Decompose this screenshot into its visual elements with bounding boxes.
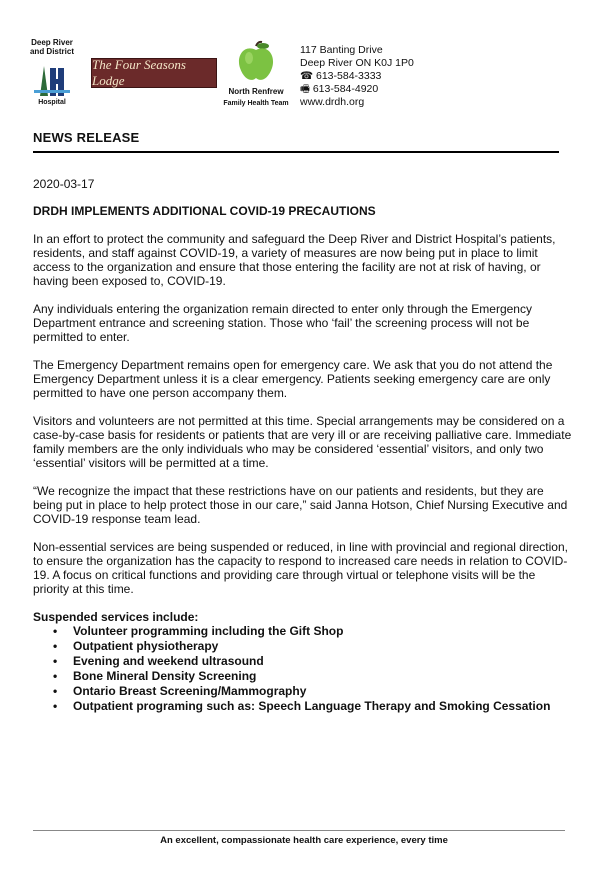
family-health-team-logo bbox=[218, 40, 294, 112]
phone-icon: ☎ bbox=[300, 70, 316, 82]
letterhead bbox=[0, 0, 608, 130]
list-item bbox=[33, 684, 573, 699]
fax-icon: 🖷 bbox=[300, 83, 313, 95]
bullet-icon: • bbox=[53, 669, 58, 683]
address-city: Deep River ON K0J 1P0 bbox=[300, 57, 414, 69]
bullet-icon: • bbox=[53, 699, 58, 713]
contact-block bbox=[300, 44, 414, 109]
services-title: Suspended services include: bbox=[33, 610, 199, 624]
paragraph: Visitors and volunteers are not permitted at this time. Special arrangements may be considered on a case-by-case basis for residents or patients that are very ill or are receiving palliative care. Immediate family members are the only individuals who may be considered ‘essential’ visitors, and only two ‘essential’ visitors will be permitted at a time. bbox=[33, 414, 572, 470]
phone-number: 613-584-3333 bbox=[316, 70, 382, 82]
service-text: Bone Mineral Density Screening bbox=[73, 669, 257, 683]
bullet-icon: • bbox=[53, 654, 58, 668]
release-date: 2020-03-17 bbox=[33, 177, 95, 191]
four-seasons-lodge-logo bbox=[91, 58, 217, 88]
paragraph: In an effort to protect the community and safeguard the Deep River and District Hospital’s patients, residents, and staff against COVID-19, a variety of measures are now being put in place to limit access to the organization and ensure that those entering the facility are not at risk of having, or having been exposed to, COVID-19. bbox=[33, 232, 556, 288]
footer-divider bbox=[33, 830, 565, 831]
service-text: Outpatient physiotherapy bbox=[73, 639, 219, 653]
list-item bbox=[33, 654, 573, 669]
phone-line bbox=[300, 70, 414, 83]
bullet-icon: • bbox=[53, 624, 58, 638]
hospital-logo-line1: Deep River bbox=[31, 38, 73, 47]
footer-tagline: An excellent, compassionate health care experience, every time bbox=[160, 835, 448, 846]
paragraph: Non-essential services are being suspended or reduced, in line with provincial and regional direction, to ensure the organization has the capacity to respond to increased care needs in relation to COVID-19. A focus on critical functions and providing care through virtual or telephone visits will be the priority at this time. bbox=[33, 540, 568, 596]
service-text: Evening and weekend ultrasound bbox=[73, 654, 264, 668]
fht-logo-line1: North Renfrew bbox=[228, 87, 284, 96]
service-text: Volunteer programming including the Gift Shop bbox=[73, 624, 344, 638]
paragraph: Any individuals entering the organization remain directed to enter only through the Emergency Department entrance and screening station. Those who ‘fail’ the screening process will not be permitted to enter. bbox=[33, 302, 532, 344]
bullet-icon: • bbox=[53, 639, 58, 653]
service-text: Outpatient programing such as: Speech Language Therapy and Smoking Cessation bbox=[73, 699, 551, 713]
release-body bbox=[33, 232, 573, 714]
list-item bbox=[33, 639, 573, 654]
hospital-logo-line2: and District bbox=[29, 47, 74, 56]
fht-logo-line2: Family Health Team bbox=[223, 100, 289, 107]
hospital-emblem-icon bbox=[32, 60, 72, 98]
services-list bbox=[33, 624, 573, 714]
address-street: 117 Banting Drive bbox=[300, 44, 383, 56]
website[interactable]: www.drdh.org bbox=[300, 96, 365, 108]
paragraph: “We recognize the impact that these restrictions have on our patients and residents, but they are being put in place to help protect those in our care,” said Janna Hotson, Chief Nursing Executive and COVID-19 response team lead. bbox=[33, 484, 568, 526]
list-item bbox=[33, 699, 573, 714]
four-seasons-logo-text: The Four Seasons Lodge bbox=[92, 57, 186, 88]
fax-number: 613-584-4920 bbox=[312, 83, 379, 95]
hospital-logo bbox=[26, 38, 78, 112]
list-item bbox=[33, 669, 573, 684]
news-release-label: NEWS RELEASE bbox=[33, 130, 140, 145]
hospital-logo-line3: Hospital bbox=[38, 99, 66, 106]
release-headline: DRDH IMPLEMENTS ADDITIONAL COVID-19 PRECAUTIONS bbox=[33, 204, 376, 218]
bullet-icon: • bbox=[53, 684, 58, 698]
paragraph: The Emergency Department remains open for emergency care. We ask that you do not attend the Emergency Department unless it is a clear emergency. Patients seeking emergency care are only permitted to have one person accompany them. bbox=[33, 358, 553, 400]
fax-line bbox=[300, 83, 414, 96]
header-divider bbox=[33, 151, 559, 153]
list-item bbox=[33, 624, 573, 639]
apple-icon bbox=[236, 40, 276, 84]
service-text: Ontario Breast Screening/Mammography bbox=[73, 684, 307, 698]
